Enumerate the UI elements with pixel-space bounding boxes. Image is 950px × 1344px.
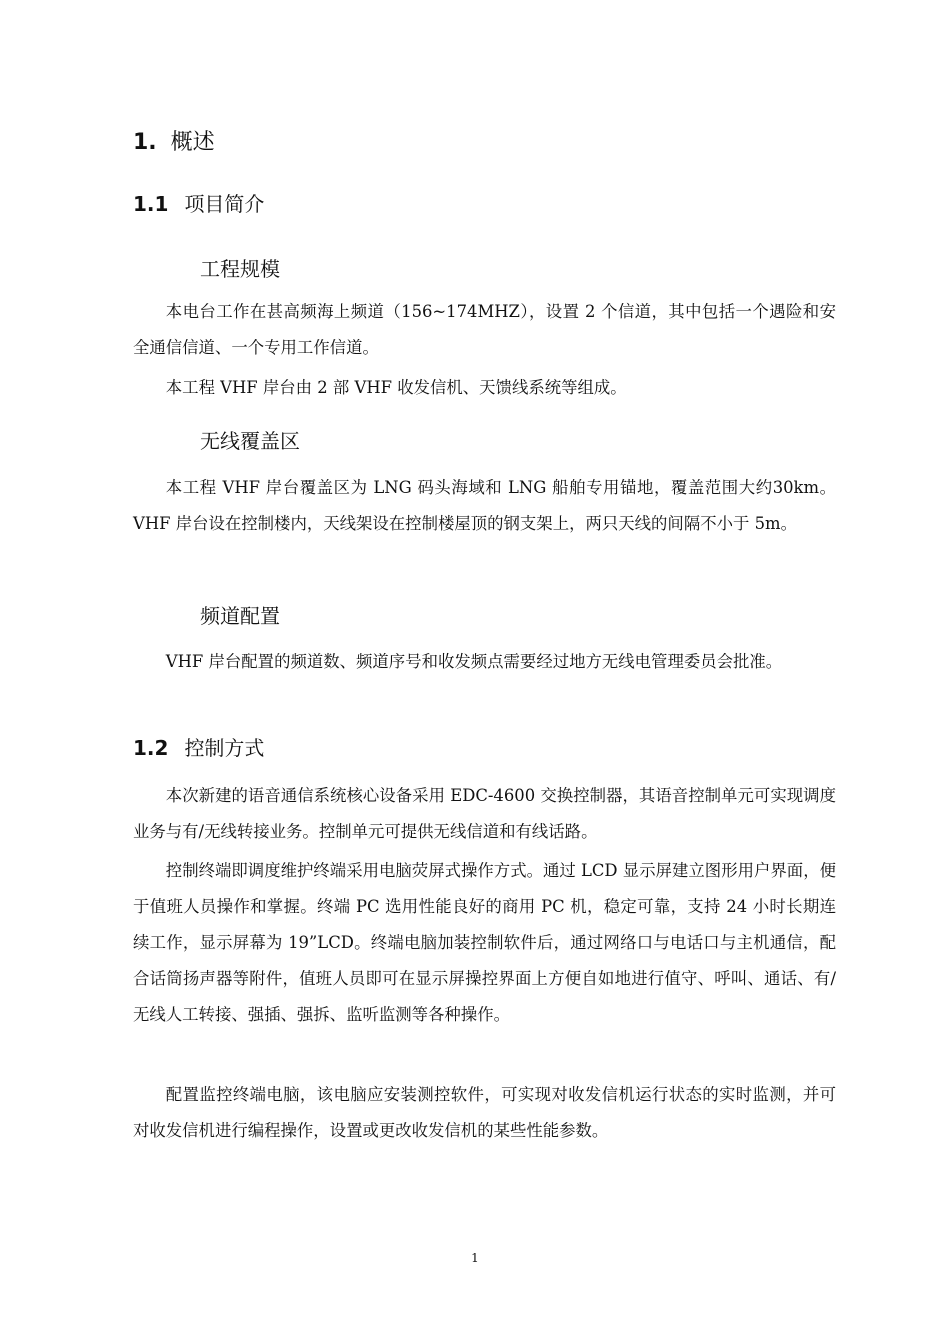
paragraph: 控制终端即调度维护终端采用电脑荧屏式操作方式。通过 LCD 显示屏建立图形用户界面，便于值班人员操作和掌握。终端 PC 选用性能良好的商用 PC 机，稳定可靠，支持 24 小时长期连续工作，显示屏幕为 19”LCD。终端电脑加装控制软件后，通过网络口与电话口与主机通信，配合话筒扬声器等附件，值班人员即可在显示屏操控界面上方便自如地进行值守、呼叫、通话、有/无线人工转接、强插、强拆、监听监测等各种操作。	[133, 861, 836, 1024]
subsection-heading	[133, 190, 264, 218]
subsection-title: 控制方式	[184, 736, 265, 760]
block-heading: 工程规模	[200, 257, 280, 281]
paragraph: 本次新建的语音通信系统核心设备采用 EDC-4600 交换控制器，其语音控制单元可实现调度业务与有/无线转接业务。控制单元可提供无线信道和有线话路。	[133, 786, 836, 841]
paragraph: 配置监控终端电脑，该电脑应安装测控软件，可实现对收发信机运行状态的实时监测，并可对收发信机进行编程操作，设置或更改收发信机的某些性能参数。	[133, 1085, 836, 1140]
block-heading: 无线覆盖区	[200, 429, 300, 453]
paragraph: 本工程 VHF 岸台覆盖区为 LNG 码头海域和 LNG 船舶专用锚地，覆盖范围大约30km。VHF 岸台设在控制楼内，天线架设在控制楼屋顶的钢支架上，两只天线的间隔不小于 5m。	[133, 478, 836, 533]
subsection-title: 项目简介	[184, 192, 265, 216]
paragraph: 本工程 VHF 岸台由 2 部 VHF 收发信机、天馈线系统等组成。	[165, 378, 627, 397]
subsection-heading	[133, 734, 264, 762]
section-number: 1.	[133, 130, 157, 155]
subsection-number: 1.1	[133, 192, 169, 216]
section-heading	[133, 128, 215, 158]
paragraph: 本电台工作在甚高频海上频道（156~174MHZ），设置 2 个信道，其中包括一个遇险和安全通信信道、一个专用工作信道。	[133, 302, 836, 357]
page-number: 1	[471, 1251, 479, 1265]
section-title: 概述	[170, 130, 215, 155]
subsection-number: 1.2	[133, 736, 169, 760]
paragraph: VHF 岸台配置的频道数、频道序号和收发频点需要经过地方无线电管理委员会批准。	[165, 652, 783, 671]
block-heading: 频道配置	[200, 604, 280, 628]
